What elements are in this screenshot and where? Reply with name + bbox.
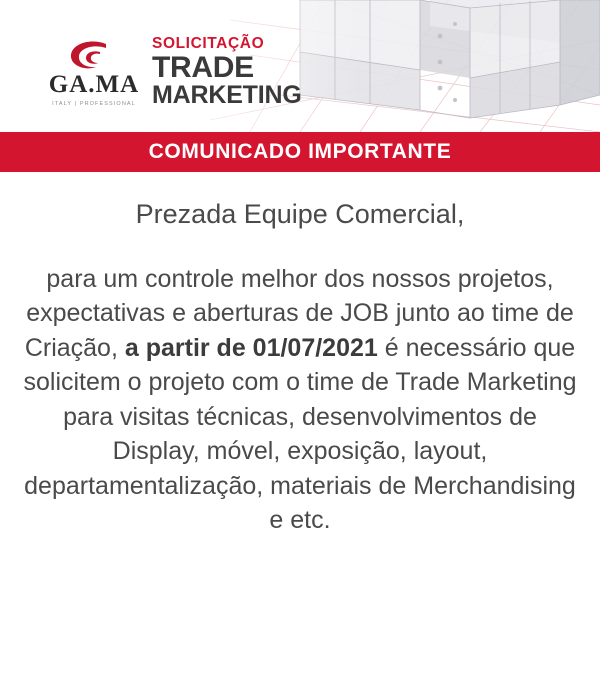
gama-swirl-icon — [44, 40, 144, 74]
paragraph-part-1: para um controle melhor dos nossos projetos, expectativas e aberturas de JOB junto ao time de Criação, — [24, 264, 574, 362]
header-title-solicitacao: SOLICITAÇÃO — [152, 35, 265, 52]
header-title-marketing: MARKETING — [152, 81, 302, 109]
header-title-trade: TRADE — [152, 50, 254, 84]
paragraph-part-2: é necessário que solicitem o projeto com o time de Trade Marketing para visitas técnicas, desenvolvimentos de Display, móvel, exposição, layout, departamentalização, materiais de Merchandising e etc. — [23, 333, 577, 535]
message-body — [0, 172, 600, 538]
banner-text: COMUNICADO IMPORTANTE — [148, 140, 452, 163]
gama-tagline: ITALY | PROFESSIONAL — [52, 101, 136, 107]
gama-logo — [44, 40, 144, 107]
important-notice-banner — [0, 132, 600, 172]
header-title — [152, 36, 302, 108]
gama-wordmark: GA.MA — [48, 71, 140, 98]
page-header — [0, 0, 600, 132]
notice-paragraph — [22, 262, 578, 538]
effective-date-highlight: a partir de 01/07/2021 — [124, 333, 378, 362]
greeting-text: Prezada Equipe Comercial, — [135, 199, 465, 229]
